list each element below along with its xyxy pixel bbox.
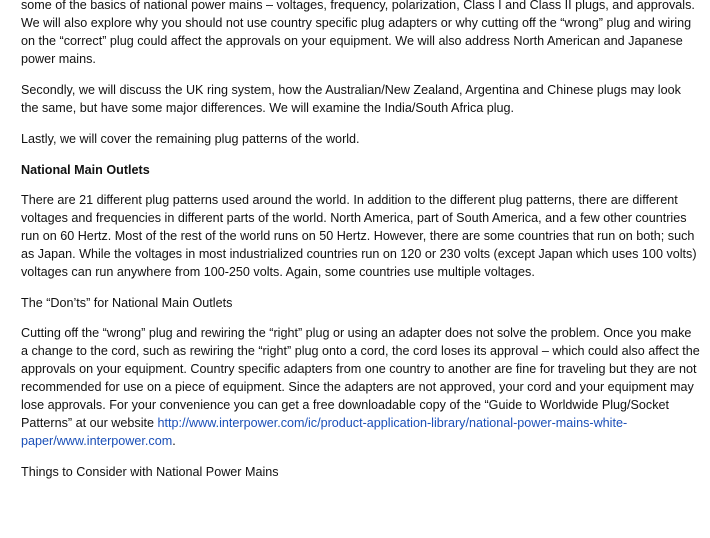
document-body (21, 0, 701, 493)
donts-body-text: Cutting off the “wrong” plug and rewiring the “right” plug or using an adapter does not solve the problem. Once you make a change to the cord, such as rewiring the “right” plug onto a cord, the cord loses its approval – which could also affect the approvals on your equipment. Country specific adapters from one country to another are fine for traveling but they are not recommended for use on a piece of equipment. Since the adapters are not approved, your cord and your equipment may lose approvals. For your convenience you can get a free downloadable copy of the “Guide to Worldwide Plug/Socket Patterns” at our website (21, 326, 700, 430)
secondly-paragraph: Secondly, we will discuss the UK ring system, how the Australian/New Zealand, Argentina and Chinese plugs may look the same, but have some major differences. We will examine the India/South Africa plug. (21, 83, 681, 115)
donts-heading: The “Don’ts” for National Main Outlets (21, 296, 233, 310)
guide-download-link[interactable]: http://www.interpower.com/ic/product-application-library/national-power-mains-white-paper/www.interpower.com (21, 416, 628, 448)
donts-link-suffix: . (172, 434, 176, 448)
things-to-consider-heading: Things to Consider with National Power Mains (21, 465, 279, 479)
donts-paragraph (21, 324, 701, 450)
lastly-paragraph: Lastly, we will cover the remaining plug patterns of the world. (21, 132, 360, 146)
intro-paragraph: some of the basics of national power mains – voltages, frequency, polarization, Class I and Class II plugs, and approvals. We will also explore why you should not use country specific plug adapters or why cutting off the “wrong” plug and wiring on the “correct” plug could affect the approvals on your equipment. We will also address North American and Japanese power mains. (21, 0, 695, 66)
national-main-outlets-paragraph: There are 21 different plug patterns used around the world. In addition to the different plug patterns, there are different voltages and frequencies in different parts of the world. North America, part of South America, and a few other countries run on 60 Hertz. Most of the rest of the world runs on 50 Hertz. However, there are some countries that run on both; such as Japan. While the voltages in most industrialized countries run on 120 or 230 volts (except Japan which uses 100 volts) voltages can run anywhere from 100-250 volts. Again, some countries use multiple voltages. (21, 193, 697, 279)
national-main-outlets-heading: National Main Outlets (21, 163, 150, 177)
